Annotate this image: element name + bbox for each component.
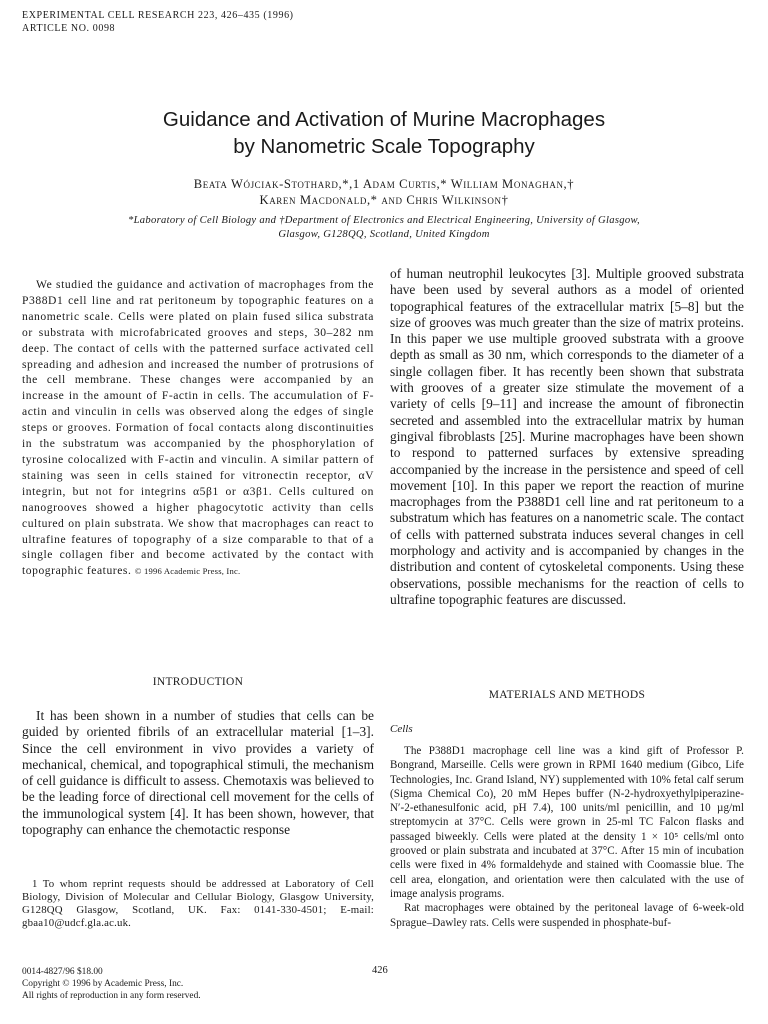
footnote [22, 878, 374, 930]
right-column-text: of human neutrophil leukocytes [3]. Multiple grooved substrata have been used by several authors as a model of oriented topographical features of the extracellular matrix [5–8] but the size of grooves was much greater than the size of matrix proteins. In this paper we use multiple grooved substrata with a groove depth as small as 30 nm, which corresponds to the diameter of a single collagen fiber. It has recently been shown that substrata with grooves of a greater size stimulate the movement of a variety of cells [9–11] and increase the amount of fibronectin secreted and assembled into the extracellular matrix by human gingival fibroblasts [25]. Murine macrophages have been shown to respond to patterned surfaces by extensive spreading accompanied by the increase in the persistence and speed of cell movement [10]. In this paper we report the reaction of murine macrophages from the P388D1 cell line and rat peritoneum to a substratum which has features on a nanometric scale. The contact of cells with patterned substrata induces several changes in cell morphology and activity and is accompanied by changes in the distribution and content of cytoskeletal components. Using these observations, possible mechanisms for the reaction of cells to ultrafine topographic features are discussed. [390, 266, 744, 607]
affiliation-line-2: Glasgow, G128QQ, Scotland, United Kingdom [278, 228, 490, 240]
authors-line-2: Karen Macdonald,* and Chris Wilkinson† [259, 193, 509, 207]
methods-section [390, 744, 744, 930]
footnote-text: 1 To whom reprint requests should be addressed at Laboratory of Cell Biology, Division of Molecular and Cellular Biology, Glasgow University, G128QQ Glasgow, Scotland, UK. Fax: 0141-330-4501; E-mail: gbaa10@udcf.gla.ac.uk. [22, 878, 374, 929]
abstract [22, 277, 374, 580]
journal-header [22, 9, 294, 35]
right-column-body [390, 266, 744, 608]
affiliation [0, 214, 768, 241]
title-line-2: by Nanometric Scale Topography [233, 135, 535, 158]
abstract-text [22, 277, 374, 580]
copyright-line-1: 0014-4827/96 $18.00 [22, 967, 103, 977]
copyright-line-2: Copyright © 1996 by Academic Press, Inc. [22, 978, 184, 989]
cells-subheading: Cells [390, 723, 413, 735]
title-line-1: Guidance and Activation of Murine Macrophages [162, 108, 606, 131]
abstract-body: We studied the guidance and activation of macrophages from the P388D1 cell line and rat peritoneum by topographic features on a nanometric scale. Cells were plated on plain fused silica substrata or substrata with microfabricated grooves and steps, 30–282 nm deep. The contact of cells with the patterned surface activated cell spreading and adhesion and increased the number of protrusions of the cell membrane. These changes were accompanied by an increase in the amount of F-actin in cells. The accumulation of F-actin and vinculin in cells was observed along the edges of single steps or grooves. Formation of focal contacts along discontinuities in the substratum was accompanied by the phosphorylation of tyrosine colocalized with F-actin and vinculin. A similar pattern of staining was seen in cells stained for vitronectin receptor, αV integrin, but not for integrins α5β1 or α3β1. Cells cultured on nanogrooves showed a higher phagocytotic activity than cells cultured on plain substrata. We show that macrophages can react to ultrafine features of topography of a size comparable to that of a single collagen fiber and become activated by the contact with topographic features. [22, 278, 374, 578]
copyright-line-3: All rights of reproduction in any form reserved. [22, 990, 201, 1001]
authors-line-1: Beata Wójciak-Stothard,*,1 Adam Curtis,* William Monaghan,† [193, 177, 575, 191]
materials-methods-heading: MATERIALS AND METHODS [488, 689, 646, 701]
journal-citation: EXPERIMENTAL CELL RESEARCH 223, 426–435 (1996) [22, 10, 294, 21]
introduction-text: It has been shown in a number of studies that cells can be guided by oriented fibrils of an extracellular material [1–3]. Since the cell environment in vivo provides a variety of mechanical, chemical, and topographical stimuli, the mechanism of cell guidance is difficult to assess. Chemotaxis was believed to be the leading force of directional cell movement for the cells of the immunological system [4]. It has been shown, however, that topography can enhance the chemotactic response [22, 708, 374, 838]
paper-title [0, 106, 768, 160]
affiliation-line-1: *Laboratory of Cell Biology and †Department of Electronics and Electrical Engineering, University of Glasgow, [127, 215, 640, 226]
page-number: 426 [372, 965, 388, 976]
methods-paragraph-1: The P388D1 macrophage cell line was a kind gift of Professor P. Bongrand, Marseille. Cells were grown in RPMI 1640 medium (Gibco, Life Technologies, Inc. Grand Island, NY) supplemented with 10% fetal calf serum (Sigma Chemical Co), 20 mM Hepes buffer (N-2-hydroxyethylpiperazine-N′-2-ethanesulfonic acid, pH 7.4), 100 units/ml penicillin, and 10 µg/ml streptomycin at 37°C. Cells were grown in 25-ml TC Falcon flasks and passaged biweekly. Cells were plated at the density 1 × 10⁵ cells/ml onto grooved or plain substrata and incubated at 37°C. After 15 min of incubation cells were fixed in 4% formaldehyde and stained with Coomassie blue. The cell area, elongation, and orientation were then calculated with the use of image analysis programs. [390, 745, 744, 900]
copyright-block [22, 967, 201, 1002]
introduction-section [22, 708, 374, 838]
introduction-heading: INTRODUCTION [152, 676, 244, 688]
methods-paragraph-2: Rat macrophages were obtained by the peritoneal lavage of 6-week-old Sprague–Dawley rats. Cells were suspended in phosphate-buf- [390, 902, 744, 929]
article-number: ARTICLE NO. 0098 [22, 23, 116, 34]
author-list [0, 176, 768, 208]
abstract-copyright: © 1996 Academic Press, Inc. [134, 566, 241, 577]
